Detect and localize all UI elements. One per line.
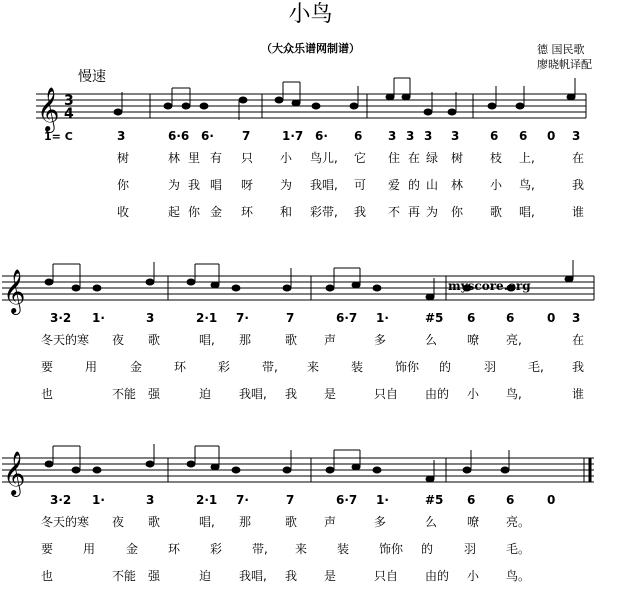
jianpu-row-2	[0, 308, 621, 328]
jianpu-note: 1·	[92, 311, 105, 325]
lyric-word: 山	[426, 178, 439, 192]
lyric-word: 有	[210, 151, 223, 165]
jianpu-note: 6	[467, 493, 476, 507]
lyric-word: 彩带,	[310, 205, 338, 219]
lyric-word: 不能	[112, 387, 137, 401]
lyric-word: 那	[239, 515, 252, 529]
lyric-word: 的	[408, 178, 421, 192]
jianpu-note: 7·	[236, 493, 249, 507]
jianpu-note: 6	[506, 311, 515, 325]
staff-line-3	[0, 451, 621, 495]
lyric-word: 我	[572, 360, 585, 374]
watermark: myscore.org	[448, 279, 531, 293]
lyric-word: 鸟,	[506, 387, 522, 401]
lyric-word: 是	[324, 387, 337, 401]
lyric-word: 金	[126, 542, 139, 556]
lyric-word: 鸟儿,	[310, 151, 338, 165]
jianpu-note: 6	[506, 493, 515, 507]
lyric-word: 为	[168, 178, 181, 192]
lyric-word: 带,	[252, 542, 268, 556]
lyric-word: 树	[451, 151, 464, 165]
lyric-word: 环	[241, 205, 254, 219]
lyric-word: 彩	[210, 542, 223, 556]
jianpu-note: 1·	[376, 493, 389, 507]
lyric-word: 羽	[484, 360, 497, 374]
jianpu-row-3	[0, 490, 621, 510]
lyric-word: 我	[572, 178, 585, 192]
lyric-word: 在	[572, 333, 585, 347]
jianpu-note: 3	[146, 311, 155, 325]
time-signature-top: 3	[64, 93, 74, 109]
lyric-word: 上,	[519, 151, 535, 165]
lyrics-block-2	[0, 330, 621, 402]
lyric-word: 冬天的寒	[41, 333, 90, 347]
lyric-word: 迫	[199, 569, 212, 583]
key-signature: 1= C	[44, 130, 73, 143]
lyric-word: 你	[117, 178, 130, 192]
lyric-word: 多	[374, 333, 387, 347]
jianpu-note: 0	[547, 129, 556, 143]
lyric-word: 用	[83, 542, 96, 556]
lyric-word: 强	[148, 569, 161, 583]
jianpu-note: 6	[519, 129, 528, 143]
treble-clef-icon: 𝄞	[3, 269, 26, 313]
lyric-word: 你	[451, 205, 464, 219]
lyric-word: 带,	[262, 360, 278, 374]
lyric-word: 来	[295, 542, 308, 556]
score-source: （大众乐谱网制谱）	[261, 42, 360, 55]
lyric-word: 鸟,	[519, 178, 535, 192]
lyric-word: 只自	[374, 387, 399, 401]
jianpu-note: 1·	[376, 311, 389, 325]
jianpu-note: 0	[547, 311, 556, 325]
lyric-word: 夜	[112, 515, 125, 529]
lyric-word: 金	[210, 205, 223, 219]
lyric-word: 我唱,	[310, 178, 338, 192]
lyric-word: 声	[324, 333, 337, 347]
lyric-word: 它	[354, 151, 367, 165]
jianpu-note: 3	[572, 311, 581, 325]
lyric-word: 你	[188, 205, 201, 219]
lyric-word: 和	[280, 205, 293, 219]
lyric-word: 我	[285, 387, 298, 401]
jianpu-note: 6·	[315, 129, 328, 143]
lyric-word: 环	[174, 360, 187, 374]
lyric-word: 唱,	[519, 205, 535, 219]
lyric-word: 在	[572, 151, 585, 165]
lyric-word: 爱	[388, 178, 401, 192]
lyric-word: 装	[337, 542, 350, 556]
lyric-word: 环	[168, 542, 181, 556]
lyric-word: 也	[41, 569, 54, 583]
lyric-word: 鸟。	[506, 569, 531, 583]
lyric-word: 歌	[285, 515, 298, 529]
lyric-word: 毛,	[528, 360, 544, 374]
lyric-word: 要	[41, 360, 54, 374]
jianpu-note: 6·7	[336, 311, 358, 325]
lyric-word: 小	[280, 151, 293, 165]
lyric-word: 我唱,	[239, 387, 267, 401]
lyric-word: 小	[490, 178, 503, 192]
lyric-word: 我唱,	[239, 569, 267, 583]
jianpu-note: 1·	[92, 493, 105, 507]
lyrics-block-1	[0, 148, 621, 220]
jianpu-note: 7	[286, 311, 295, 325]
lyric-word: 夜	[112, 333, 125, 347]
lyric-word: 装	[351, 360, 364, 374]
jianpu-note: 3	[146, 493, 155, 507]
lyric-word: 迫	[199, 387, 212, 401]
song-translator: 廖晓帆译配	[537, 58, 592, 71]
notes	[114, 78, 575, 120]
lyric-word: 谁	[572, 387, 585, 401]
lyric-word: 那	[239, 333, 252, 347]
lyric-word: 我	[354, 205, 367, 219]
lyric-word: 不能	[112, 569, 137, 583]
song-title: 小鸟	[288, 2, 333, 27]
jianpu-note: 3	[451, 129, 460, 143]
jianpu-note: 3·2	[50, 493, 72, 507]
lyric-word: 多	[374, 515, 387, 529]
lyric-word: 是	[324, 569, 337, 583]
lyric-word: 树	[117, 151, 130, 165]
lyric-word: 唱,	[199, 515, 215, 529]
composer-info	[537, 42, 592, 72]
jianpu-note: 3	[388, 129, 397, 143]
lyric-word: 枝	[490, 151, 503, 165]
jianpu-note: 7	[242, 129, 251, 143]
lyric-word: 饰你	[395, 360, 420, 374]
jianpu-note: 6	[490, 129, 499, 143]
lyric-word: 由的	[425, 569, 450, 583]
staff-line-1	[0, 87, 621, 131]
treble-clef-icon: 𝄞	[37, 87, 60, 131]
jianpu-note: 2·1	[196, 311, 218, 325]
lyric-word: 可	[354, 178, 367, 192]
lyric-word: 亮,	[506, 333, 522, 347]
jianpu-note: 6·6	[168, 129, 190, 143]
lyric-word: 么	[425, 333, 438, 347]
jianpu-note: 3	[117, 129, 126, 143]
lyric-word: 里	[188, 151, 201, 165]
lyric-word: 嘹	[467, 333, 480, 347]
jianpu-row-1	[0, 126, 621, 146]
jianpu-note: 2·1	[196, 493, 218, 507]
jianpu-note: #5	[425, 311, 444, 325]
tempo-marking: 慢速	[78, 69, 106, 85]
jianpu-note: 6·7	[336, 493, 358, 507]
lyric-word: 毛。	[506, 542, 531, 556]
lyric-word: 饰你	[379, 542, 404, 556]
lyric-word: 的	[421, 542, 434, 556]
lyric-word: 住	[388, 151, 401, 165]
lyrics-block-3	[0, 512, 621, 584]
lyric-word: 歌	[148, 515, 161, 529]
lyric-word: 绿	[426, 151, 439, 165]
lyric-word: 为	[280, 178, 293, 192]
lyric-word: 林	[451, 178, 464, 192]
time-signature-bottom: 4	[64, 106, 74, 122]
lyric-word: 林	[168, 151, 181, 165]
lyric-word: 我	[285, 569, 298, 583]
lyric-word: 由的	[425, 387, 450, 401]
lyric-word: 也	[41, 387, 54, 401]
jianpu-note: 3	[572, 129, 581, 143]
lyric-word: 用	[85, 360, 98, 374]
lyric-word: 歌	[148, 333, 161, 347]
jianpu-note: 3	[406, 129, 415, 143]
lyric-word: 强	[148, 387, 161, 401]
jianpu-note: 6	[467, 311, 476, 325]
lyric-word: 要	[41, 542, 54, 556]
lyric-word: 谁	[572, 205, 585, 219]
lyric-word: 么	[425, 515, 438, 529]
jianpu-note: #5	[425, 493, 444, 507]
lyric-word: 声	[324, 515, 337, 529]
lyric-word: 为	[426, 205, 439, 219]
jianpu-note: 1·7	[282, 129, 304, 143]
lyric-word: 冬天的寒	[41, 515, 90, 529]
song-origin: 德 国民歌	[537, 43, 585, 56]
lyric-word: 羽	[464, 542, 477, 556]
lyric-word: 唱	[210, 178, 223, 192]
lyric-word: 嘹	[467, 515, 480, 529]
lyric-word: 来	[307, 360, 320, 374]
lyric-word: 在	[408, 151, 421, 165]
lyric-word: 再	[408, 205, 421, 219]
lyric-word: 小	[467, 387, 480, 401]
lyric-word: 呀	[241, 178, 254, 192]
lyric-word: 歌	[490, 205, 503, 219]
jianpu-note: 7	[286, 493, 295, 507]
jianpu-note: 0	[547, 493, 556, 507]
lyric-word: 歌	[285, 333, 298, 347]
lyric-word: 亮。	[506, 515, 531, 529]
lyric-word: 不	[388, 205, 401, 219]
lyric-word: 彩	[218, 360, 231, 374]
jianpu-note: 6	[354, 129, 363, 143]
lyric-word: 金	[130, 360, 143, 374]
lyric-word: 起	[168, 205, 181, 219]
lyric-word: 小	[467, 569, 480, 583]
treble-clef-icon: 𝄞	[3, 451, 26, 495]
lyric-word: 我	[188, 178, 201, 192]
lyric-word: 收	[117, 205, 130, 219]
lyric-word: 只	[241, 151, 254, 165]
jianpu-note: 3	[424, 129, 433, 143]
jianpu-note: 7·	[236, 311, 249, 325]
lyric-word: 唱,	[199, 333, 215, 347]
jianpu-note: 6·	[201, 129, 214, 143]
jianpu-note: 3·2	[50, 311, 72, 325]
lyric-word: 只自	[374, 569, 399, 583]
lyric-word: 的	[439, 360, 452, 374]
